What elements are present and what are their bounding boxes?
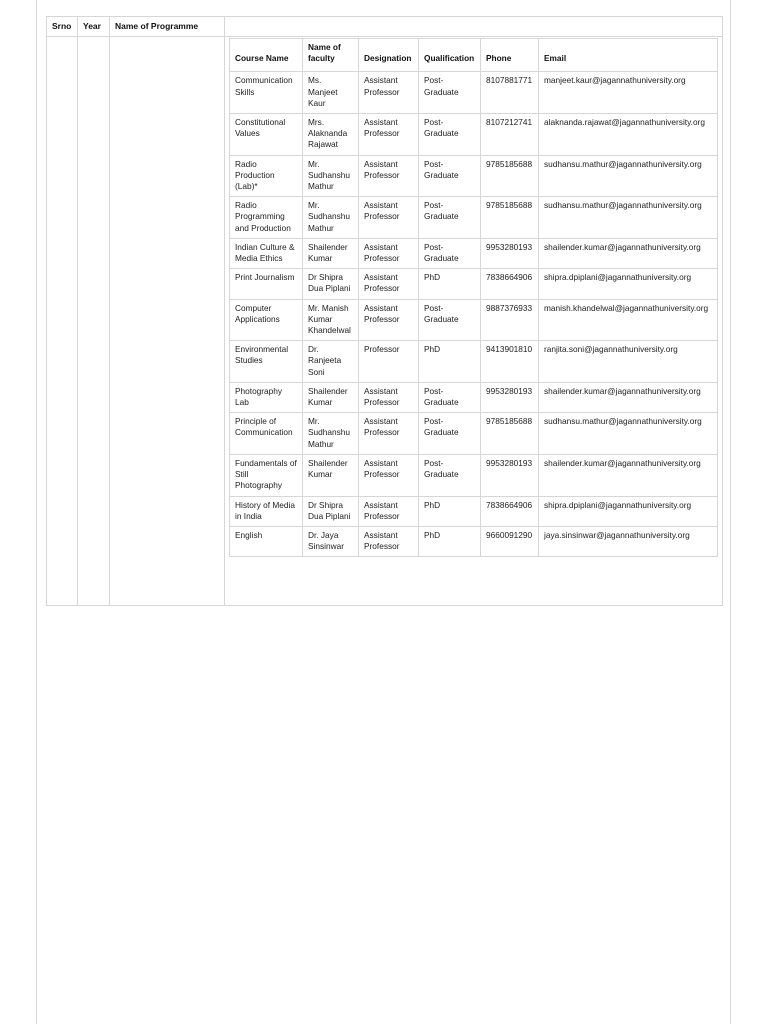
year-cell bbox=[78, 37, 110, 606]
email-cell: shipra.dpiplani@jagannathuniversity.org bbox=[539, 496, 718, 526]
faculty-name-header: Name of faculty bbox=[303, 39, 359, 72]
faculty-name-cell: Shailender Kumar bbox=[303, 454, 359, 496]
qualification-cell: PhD bbox=[419, 269, 481, 299]
course-name-cell: Indian Culture & Media Ethics bbox=[230, 238, 303, 268]
designation-cell: Assistant Professor bbox=[359, 526, 419, 556]
faculty-table-header-row bbox=[230, 39, 718, 72]
table-row bbox=[230, 382, 718, 412]
table-row bbox=[230, 155, 718, 197]
course-name-cell: Photography Lab bbox=[230, 382, 303, 412]
table-row bbox=[230, 454, 718, 496]
table-row bbox=[230, 496, 718, 526]
designation-cell: Assistant Professor bbox=[359, 299, 419, 341]
faculty-name-cell: Dr. Ranjeeta Soni bbox=[303, 341, 359, 383]
phone-cell: 7838664906 bbox=[481, 269, 539, 299]
qualification-cell: PhD bbox=[419, 341, 481, 383]
blank-header-cell bbox=[225, 17, 723, 37]
designation-cell: Assistant Professor bbox=[359, 238, 419, 268]
table-row bbox=[230, 72, 718, 114]
course-name-cell: Print Journalism bbox=[230, 269, 303, 299]
course-name-cell: Fundamentals of Still Photography bbox=[230, 454, 303, 496]
course-name-cell: English bbox=[230, 526, 303, 556]
phone-cell: 9953280193 bbox=[481, 454, 539, 496]
email-cell: sudhansu.mathur@jagannathuniversity.org bbox=[539, 413, 718, 455]
phone-cell: 9953280193 bbox=[481, 382, 539, 412]
qualification-cell: Post-Graduate bbox=[419, 454, 481, 496]
email-cell: sudhansu.mathur@jagannathuniversity.org bbox=[539, 155, 718, 197]
qualification-cell: Post-Graduate bbox=[419, 238, 481, 268]
designation-cell: Assistant Professor bbox=[359, 382, 419, 412]
course-name-cell: Radio Production (Lab)* bbox=[230, 155, 303, 197]
table-row bbox=[230, 269, 718, 299]
table-row bbox=[230, 526, 718, 556]
phone-cell: 9413901810 bbox=[481, 341, 539, 383]
qualification-cell: PhD bbox=[419, 496, 481, 526]
phone-cell: 9660091290 bbox=[481, 526, 539, 556]
faculty-table-body bbox=[230, 72, 718, 557]
srno-cell bbox=[47, 37, 78, 606]
qualification-cell: Post-Graduate bbox=[419, 72, 481, 114]
faculty-name-cell: Dr Shipra Dua Piplani bbox=[303, 496, 359, 526]
faculty-name-cell: Shailender Kumar bbox=[303, 382, 359, 412]
phone-cell: 9953280193 bbox=[481, 238, 539, 268]
qualification-header: Qualification bbox=[419, 39, 481, 72]
qualification-cell: Post-Graduate bbox=[419, 155, 481, 197]
designation-cell: Assistant Professor bbox=[359, 72, 419, 114]
phone-cell: 8107212741 bbox=[481, 114, 539, 156]
course-name-cell: Environmental Studies bbox=[230, 341, 303, 383]
email-cell: shipra.dpiplani@jagannathuniversity.org bbox=[539, 269, 718, 299]
email-cell: manjeet.kaur@jagannathuniversity.org bbox=[539, 72, 718, 114]
course-name-cell: Communication Skills bbox=[230, 72, 303, 114]
email-cell: manish.khandelwal@jagannathuniversity.org bbox=[539, 299, 718, 341]
email-cell: sudhansu.mathur@jagannathuniversity.org bbox=[539, 197, 718, 239]
faculty-name-cell: Mr. Manish Kumar Khandelwal bbox=[303, 299, 359, 341]
email-cell: shailender.kumar@jagannathuniversity.org bbox=[539, 238, 718, 268]
designation-cell: Assistant Professor bbox=[359, 496, 419, 526]
qualification-cell: Post-Graduate bbox=[419, 114, 481, 156]
faculty-name-cell: Dr. Jaya Sinsinwar bbox=[303, 526, 359, 556]
qualification-cell: Post-Graduate bbox=[419, 413, 481, 455]
faculty-name-cell: Shailender Kumar bbox=[303, 238, 359, 268]
table-row bbox=[230, 341, 718, 383]
faculty-name-cell: Mr. Sudhanshu Mathur bbox=[303, 197, 359, 239]
programme-table bbox=[46, 16, 723, 606]
email-cell: shailender.kumar@jagannathuniversity.org bbox=[539, 382, 718, 412]
qualification-cell: Post-Graduate bbox=[419, 197, 481, 239]
course-name-cell: Principle of Communication bbox=[230, 413, 303, 455]
phone-cell: 9887376933 bbox=[481, 299, 539, 341]
designation-cell: Assistant Professor bbox=[359, 269, 419, 299]
srno-header: Srno bbox=[47, 17, 78, 37]
table-row bbox=[230, 299, 718, 341]
email-cell: ranjita.soni@jagannathuniversity.org bbox=[539, 341, 718, 383]
qualification-cell: Post-Graduate bbox=[419, 382, 481, 412]
faculty-name-cell: Mr. Sudhanshu Mathur bbox=[303, 155, 359, 197]
designation-cell: Assistant Professor bbox=[359, 197, 419, 239]
faculty-name-cell: Dr Shipra Dua Piplani bbox=[303, 269, 359, 299]
designation-cell: Assistant Professor bbox=[359, 413, 419, 455]
phone-cell: 9785185688 bbox=[481, 413, 539, 455]
email-header: Email bbox=[539, 39, 718, 72]
designation-cell: Assistant Professor bbox=[359, 114, 419, 156]
designation-cell: Assistant Professor bbox=[359, 454, 419, 496]
course-name-cell: Constitutional Values bbox=[230, 114, 303, 156]
email-cell: shailender.kumar@jagannathuniversity.org bbox=[539, 454, 718, 496]
course-name-cell: Radio Programming and Production bbox=[230, 197, 303, 239]
programme-table-header-row bbox=[47, 17, 723, 37]
year-header: Year bbox=[78, 17, 110, 37]
faculty-name-cell: Mrs. Alaknanda Rajawat bbox=[303, 114, 359, 156]
table-row bbox=[230, 413, 718, 455]
programme-name-header: Name of Programme bbox=[110, 17, 225, 37]
designation-header: Designation bbox=[359, 39, 419, 72]
email-cell: alaknanda.rajawat@jagannathuniversity.org bbox=[539, 114, 718, 156]
designation-cell: Professor bbox=[359, 341, 419, 383]
course-name-cell: History of Media in India bbox=[230, 496, 303, 526]
faculty-name-cell: Ms. Manjeet Kaur bbox=[303, 72, 359, 114]
programme-name-cell bbox=[110, 37, 225, 606]
table-row bbox=[230, 238, 718, 268]
phone-cell: 9785185688 bbox=[481, 197, 539, 239]
phone-header: Phone bbox=[481, 39, 539, 72]
faculty-table-cell bbox=[225, 37, 723, 606]
table-row bbox=[230, 114, 718, 156]
email-cell: jaya.sinsinwar@jagannathuniversity.org bbox=[539, 526, 718, 556]
qualification-cell: Post-Graduate bbox=[419, 299, 481, 341]
faculty-name-cell: Mr. Sudhanshu Mathur bbox=[303, 413, 359, 455]
faculty-table bbox=[229, 38, 718, 557]
designation-cell: Assistant Professor bbox=[359, 155, 419, 197]
qualification-cell: PhD bbox=[419, 526, 481, 556]
course-name-cell: Computer Applications bbox=[230, 299, 303, 341]
table-row bbox=[230, 197, 718, 239]
phone-cell: 8107881771 bbox=[481, 72, 539, 114]
phone-cell: 9785185688 bbox=[481, 155, 539, 197]
phone-cell: 7838664906 bbox=[481, 496, 539, 526]
programme-row bbox=[47, 37, 723, 606]
course-name-header: Course Name bbox=[230, 39, 303, 72]
